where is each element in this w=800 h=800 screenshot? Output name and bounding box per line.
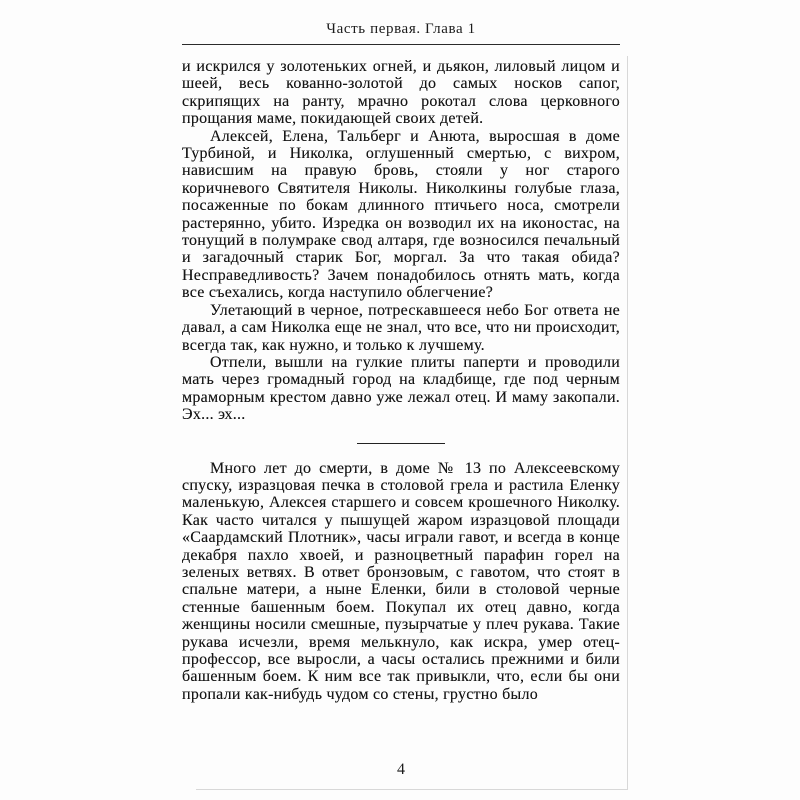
header-rule [182,44,620,45]
page-edge-shadow-bottom [196,789,628,790]
paragraph-continuation: и искрился у золотеньких огней, и дьякон, лиловый лицом и шеей, весь кованно-золотой до самых носков сапог, скрипящих на ранту, мрачно рокотал слова церковного прощания маме, покидающей своих детей. [182,58,620,128]
paragraph: Много лет до смерти, в доме № 13 по Алексеевскому спуску, изразцовая печка в столовой грела и растила Еленку маленькую, Алексея старшего и совсем крошечного Николку. Как часто читался у пышущей жаром изразцовой площади «Саардамский Плотник», часы играли гавот, и всегда в конце декабря пахло хвоей, и разноцветный парафин горел на зеленых ветвях. В ответ бронзовым, с гавотом, что стоят в спальне матери, а ныне Еленки, били в столовой черные стенные башенным боем. Покупал их отец давно, когда женщины носили смешные, пузырчатые у плеч рукава. Такие рукава исчезли, время мелькнуло, как искра, умер отец-профессор, все выросли, а часы остались прежними и били башенным боем. К ним все так привыкли, что, если бы они пропали как-нибудь чудом со стены, грустно было [182,459,620,703]
paragraph: Улетающий в черное, потрескавшееся небо Бог ответа не давал, а сам Николка еще не знал, что все, что ни происходит, всегда так, как нужно, и только к лучшему. [182,301,620,354]
chapter-heading: Часть первая. Глава 1 [326,21,476,37]
section-separator-rule [357,443,445,444]
page-number: 4 [397,761,405,778]
page-edge-shadow-right [627,56,628,790]
running-header [182,21,620,45]
paragraph: Алексей, Елена, Тальберг и Анюта, выросшая в доме Турбиной, и Николка, оглушенный смертью, с вихром, нависшим на правую бровь, стояли у ног старого коричневого Святителя Николы. Николкины голубые глаза, посаженные по бокам длинного птичьего носа, смотрели растерянно, убито. Изредка он возводил их на иконостас, на тонущий в полумраке свод алтаря, где возносился печальный и загадочный старик Бог, моргал. За что такая обида? Несправедливость? Зачем понадобилось отнять мать, когда все съехались, когда наступило облегчение? [182,127,620,302]
page-text [182,58,620,703]
paragraph: Отпели, вышли на гулкие плиты паперти и проводили мать через громадный город на кладбище, где под черным мраморным крестом давно уже лежал отец. И маму закопали. Эх... эх... [182,353,620,424]
